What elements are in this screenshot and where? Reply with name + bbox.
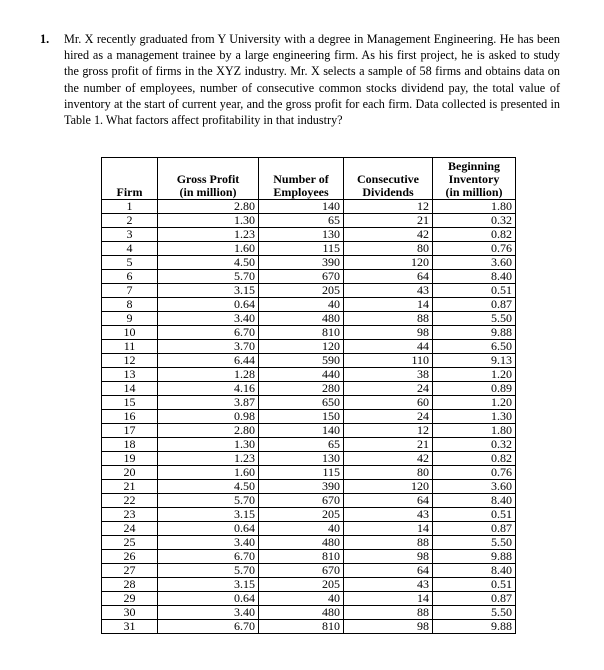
cell-firm: 30 (102, 606, 158, 620)
cell-inventory: 1.30 (433, 410, 516, 424)
cell-gross-profit: 3.15 (158, 284, 259, 298)
table-row (102, 480, 516, 494)
cell-employees: 130 (259, 228, 344, 242)
cell-dividends: 64 (344, 270, 433, 284)
table-row (102, 340, 516, 354)
cell-gross-profit: 4.50 (158, 256, 259, 270)
cell-firm: 18 (102, 438, 158, 452)
cell-gross-profit: 1.30 (158, 214, 259, 228)
cell-employees: 205 (259, 508, 344, 522)
cell-firm: 2 (102, 214, 158, 228)
cell-firm: 3 (102, 228, 158, 242)
cell-gross-profit: 2.80 (158, 200, 259, 214)
cell-gross-profit: 5.70 (158, 270, 259, 284)
cell-dividends: 21 (344, 214, 433, 228)
header-dividends: Consecutive Dividends (344, 158, 433, 200)
cell-inventory: 0.89 (433, 382, 516, 396)
cell-gross-profit: 0.64 (158, 592, 259, 606)
question-block (40, 31, 560, 128)
table-row (102, 466, 516, 480)
table-row (102, 382, 516, 396)
table-row (102, 438, 516, 452)
cell-firm: 11 (102, 340, 158, 354)
table-row (102, 578, 516, 592)
cell-firm: 27 (102, 564, 158, 578)
cell-inventory: 0.51 (433, 284, 516, 298)
cell-employees: 810 (259, 326, 344, 340)
cell-gross-profit: 2.80 (158, 424, 259, 438)
cell-inventory: 0.82 (433, 452, 516, 466)
table-row (102, 410, 516, 424)
cell-dividends: 60 (344, 396, 433, 410)
cell-employees: 670 (259, 564, 344, 578)
cell-firm: 8 (102, 298, 158, 312)
cell-employees: 810 (259, 550, 344, 564)
cell-dividends: 80 (344, 242, 433, 256)
cell-inventory: 0.32 (433, 438, 516, 452)
cell-gross-profit: 4.50 (158, 480, 259, 494)
cell-gross-profit: 3.40 (158, 536, 259, 550)
cell-gross-profit: 6.70 (158, 550, 259, 564)
cell-firm: 10 (102, 326, 158, 340)
cell-dividends: 42 (344, 452, 433, 466)
cell-employees: 140 (259, 424, 344, 438)
cell-gross-profit: 0.98 (158, 410, 259, 424)
cell-gross-profit: 4.16 (158, 382, 259, 396)
cell-dividends: 120 (344, 480, 433, 494)
cell-firm: 6 (102, 270, 158, 284)
header-employees: Number of Employees (259, 158, 344, 200)
cell-dividends: 24 (344, 382, 433, 396)
cell-employees: 670 (259, 494, 344, 508)
cell-inventory: 9.88 (433, 620, 516, 634)
table-row (102, 270, 516, 284)
cell-dividends: 110 (344, 354, 433, 368)
cell-employees: 480 (259, 606, 344, 620)
table-row (102, 508, 516, 522)
cell-employees: 390 (259, 256, 344, 270)
cell-gross-profit: 6.44 (158, 354, 259, 368)
cell-employees: 130 (259, 452, 344, 466)
cell-gross-profit: 1.60 (158, 242, 259, 256)
cell-gross-profit: 1.23 (158, 228, 259, 242)
cell-dividends: 44 (344, 340, 433, 354)
cell-gross-profit: 6.70 (158, 326, 259, 340)
cell-gross-profit: 1.60 (158, 466, 259, 480)
cell-inventory: 0.32 (433, 214, 516, 228)
question-text: Mr. X recently graduated from Y University with a degree in Management Engineering. He has been hired as a management trainee by a large engineering firm. As his first project, he is asked to study the gross profit of firms in the XYZ industry. Mr. X selects a sample of 58 firms and obtains data on the number of employees, number of consecutive common stocks dividend pay, the total value of inventory at the start of current year, and the gross profit for each firm. Data collected is presented in Table 1. What factors affect profitability in that industry? (64, 32, 560, 128)
cell-inventory: 0.87 (433, 522, 516, 536)
cell-firm: 24 (102, 522, 158, 536)
cell-employees: 280 (259, 382, 344, 396)
table-row (102, 620, 516, 634)
cell-firm: 4 (102, 242, 158, 256)
cell-firm: 1 (102, 200, 158, 214)
cell-employees: 590 (259, 354, 344, 368)
cell-inventory: 0.51 (433, 578, 516, 592)
table-row (102, 536, 516, 550)
cell-employees: 150 (259, 410, 344, 424)
cell-dividends: 24 (344, 410, 433, 424)
cell-employees: 810 (259, 620, 344, 634)
cell-inventory: 0.82 (433, 228, 516, 242)
cell-firm: 28 (102, 578, 158, 592)
cell-employees: 120 (259, 340, 344, 354)
cell-inventory: 0.76 (433, 466, 516, 480)
cell-employees: 650 (259, 396, 344, 410)
cell-firm: 23 (102, 508, 158, 522)
cell-gross-profit: 6.70 (158, 620, 259, 634)
cell-gross-profit: 3.15 (158, 578, 259, 592)
cell-inventory: 8.40 (433, 270, 516, 284)
cell-gross-profit: 1.23 (158, 452, 259, 466)
cell-dividends: 21 (344, 438, 433, 452)
cell-dividends: 12 (344, 424, 433, 438)
table-row (102, 256, 516, 270)
cell-employees: 40 (259, 592, 344, 606)
cell-dividends: 43 (344, 578, 433, 592)
cell-dividends: 120 (344, 256, 433, 270)
cell-employees: 40 (259, 522, 344, 536)
cell-dividends: 98 (344, 620, 433, 634)
question-number: 1. (40, 32, 50, 46)
header-firm: Firm (102, 158, 158, 200)
cell-inventory: 8.40 (433, 494, 516, 508)
cell-firm: 5 (102, 256, 158, 270)
cell-firm: 12 (102, 354, 158, 368)
cell-dividends: 88 (344, 312, 433, 326)
table-row (102, 312, 516, 326)
cell-gross-profit: 3.70 (158, 340, 259, 354)
table-row (102, 326, 516, 340)
cell-dividends: 64 (344, 494, 433, 508)
cell-firm: 26 (102, 550, 158, 564)
table-row (102, 354, 516, 368)
cell-firm: 16 (102, 410, 158, 424)
cell-inventory: 0.76 (433, 242, 516, 256)
table-row (102, 242, 516, 256)
cell-gross-profit: 3.87 (158, 396, 259, 410)
cell-employees: 480 (259, 312, 344, 326)
table-row (102, 214, 516, 228)
cell-employees: 65 (259, 438, 344, 452)
header-gross-profit: Gross Profit (in million) (158, 158, 259, 200)
cell-dividends: 14 (344, 298, 433, 312)
cell-inventory: 0.87 (433, 592, 516, 606)
cell-gross-profit: 5.70 (158, 564, 259, 578)
cell-inventory: 1.80 (433, 200, 516, 214)
table-row (102, 522, 516, 536)
cell-inventory: 9.88 (433, 326, 516, 340)
cell-employees: 65 (259, 214, 344, 228)
cell-dividends: 88 (344, 536, 433, 550)
cell-dividends: 42 (344, 228, 433, 242)
table-body (102, 200, 516, 634)
table-row (102, 284, 516, 298)
table-row (102, 424, 516, 438)
cell-inventory: 9.88 (433, 550, 516, 564)
cell-firm: 7 (102, 284, 158, 298)
cell-gross-profit: 0.64 (158, 298, 259, 312)
header-inventory: Beginning Inventory (in million) (433, 158, 516, 200)
cell-employees: 140 (259, 200, 344, 214)
table-row (102, 452, 516, 466)
data-table (101, 157, 516, 634)
cell-dividends: 64 (344, 564, 433, 578)
cell-firm: 29 (102, 592, 158, 606)
cell-dividends: 43 (344, 508, 433, 522)
table-row (102, 550, 516, 564)
cell-inventory: 3.60 (433, 480, 516, 494)
cell-employees: 205 (259, 578, 344, 592)
cell-inventory: 3.60 (433, 256, 516, 270)
cell-firm: 20 (102, 466, 158, 480)
cell-firm: 21 (102, 480, 158, 494)
cell-firm: 25 (102, 536, 158, 550)
cell-gross-profit: 1.28 (158, 368, 259, 382)
cell-dividends: 88 (344, 606, 433, 620)
cell-employees: 390 (259, 480, 344, 494)
cell-firm: 14 (102, 382, 158, 396)
cell-employees: 670 (259, 270, 344, 284)
cell-employees: 480 (259, 536, 344, 550)
table-header-row (102, 158, 516, 200)
cell-inventory: 1.20 (433, 368, 516, 382)
cell-firm: 9 (102, 312, 158, 326)
cell-inventory: 9.13 (433, 354, 516, 368)
cell-firm: 13 (102, 368, 158, 382)
cell-inventory: 8.40 (433, 564, 516, 578)
cell-inventory: 1.80 (433, 424, 516, 438)
cell-gross-profit: 1.30 (158, 438, 259, 452)
cell-dividends: 14 (344, 522, 433, 536)
cell-firm: 22 (102, 494, 158, 508)
cell-dividends: 43 (344, 284, 433, 298)
table-row (102, 228, 516, 242)
cell-employees: 115 (259, 466, 344, 480)
table-row (102, 592, 516, 606)
cell-employees: 40 (259, 298, 344, 312)
cell-dividends: 80 (344, 466, 433, 480)
cell-employees: 115 (259, 242, 344, 256)
cell-firm: 17 (102, 424, 158, 438)
cell-employees: 205 (259, 284, 344, 298)
table-row (102, 298, 516, 312)
cell-dividends: 98 (344, 326, 433, 340)
table-row (102, 494, 516, 508)
cell-employees: 440 (259, 368, 344, 382)
cell-gross-profit: 0.64 (158, 522, 259, 536)
cell-firm: 15 (102, 396, 158, 410)
cell-inventory: 0.51 (433, 508, 516, 522)
cell-dividends: 12 (344, 200, 433, 214)
table-row (102, 200, 516, 214)
table-row (102, 368, 516, 382)
cell-gross-profit: 3.40 (158, 312, 259, 326)
cell-dividends: 98 (344, 550, 433, 564)
cell-firm: 31 (102, 620, 158, 634)
cell-gross-profit: 3.40 (158, 606, 259, 620)
table-row (102, 564, 516, 578)
cell-inventory: 6.50 (433, 340, 516, 354)
cell-firm: 19 (102, 452, 158, 466)
cell-inventory: 5.50 (433, 536, 516, 550)
table-row (102, 396, 516, 410)
cell-gross-profit: 5.70 (158, 494, 259, 508)
cell-gross-profit: 3.15 (158, 508, 259, 522)
table-row (102, 606, 516, 620)
cell-inventory: 5.50 (433, 312, 516, 326)
cell-dividends: 38 (344, 368, 433, 382)
cell-inventory: 5.50 (433, 606, 516, 620)
cell-inventory: 0.87 (433, 298, 516, 312)
cell-inventory: 1.20 (433, 396, 516, 410)
cell-dividends: 14 (344, 592, 433, 606)
